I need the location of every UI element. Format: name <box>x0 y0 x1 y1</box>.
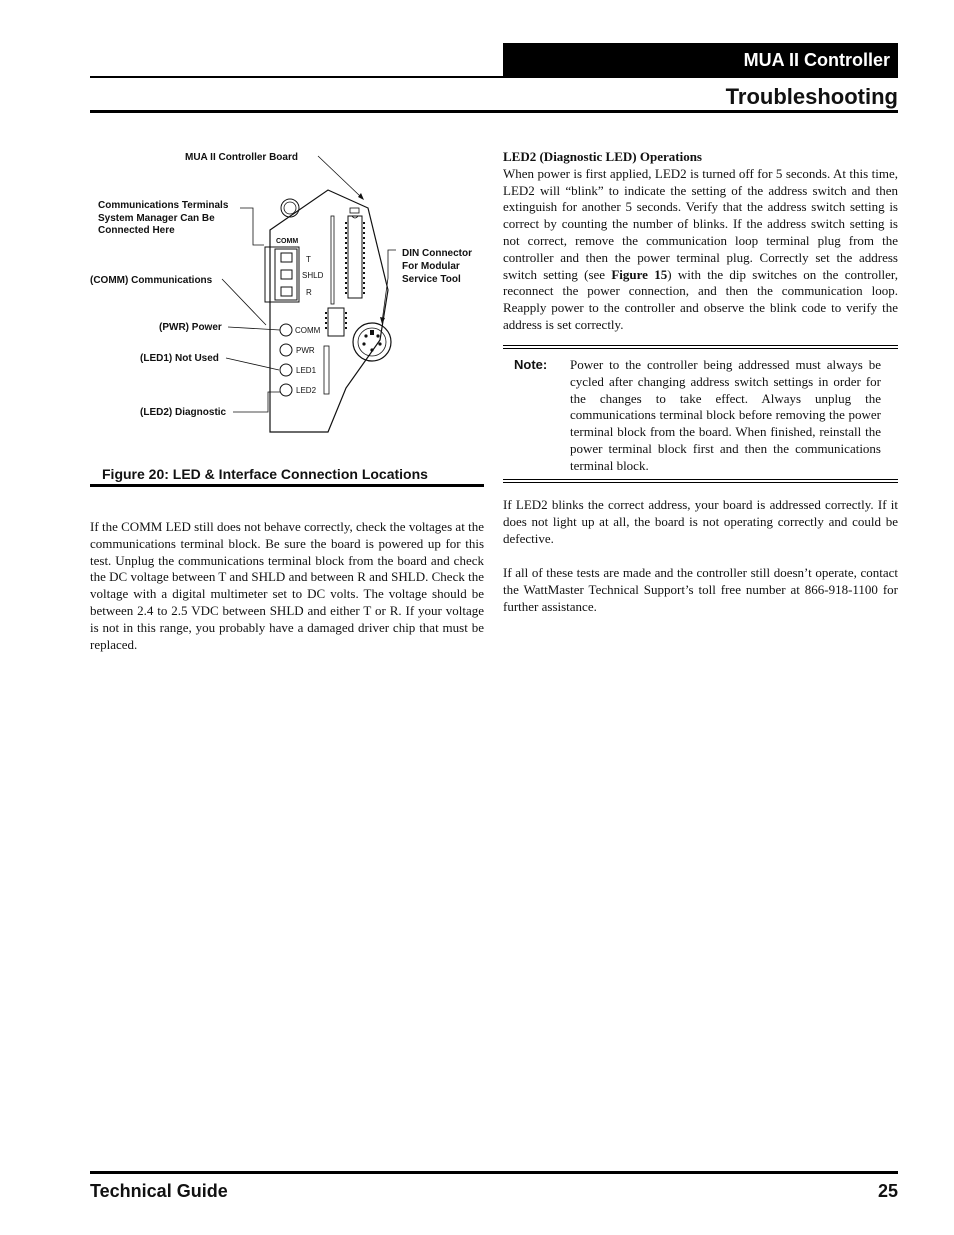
led2-operations-paragraph: When power is first applied, LED2 is turned off for 5 seconds. At this time, LED2 will “blink” to indicate the setting of the address switch and then extinguish for another 5 seconds. Verify that the address switch setting is correct by counting the number of blinks. If the address switch setting is not correct, remove the communication loop terminal plug from the controller and then the power terminal plug. Correctly set the address switch setting (see Figure 15) with the dip switches on the controller, reconnect the power connection, and then the communication loop. Reapply power to the controller and observe the blink code to verify the address is set correctly. <box>503 165 898 332</box>
callout-din-2: For Modular <box>402 261 460 272</box>
ic-chip <box>348 216 362 298</box>
led2-correct-address-paragraph: If LED2 blinks the correct address, your board is addressed correctly. If it does not light up at all, the board is not operating correctly and could be defective. <box>503 497 898 546</box>
header-divider-thick <box>90 110 898 113</box>
term-t-label: T <box>306 255 311 264</box>
callout-board: MUA II Controller Board <box>185 152 298 163</box>
callout-comm-terminals-2: System Manager Can Be <box>98 213 215 224</box>
figure-caption-rule <box>90 484 484 487</box>
note-rule-bottom <box>503 479 898 483</box>
header-divider <box>90 76 898 78</box>
led-1 <box>280 364 292 376</box>
led2-operations-section <box>503 149 898 334</box>
page-number: 25 <box>877 1181 898 1201</box>
section-title: MUA II Controller <box>743 50 890 70</box>
callout-pwr-power: (PWR) Power <box>159 322 222 333</box>
footer-divider <box>90 1171 898 1174</box>
term-r-label: R <box>306 288 312 297</box>
callout-comm-communications: (COMM) Communications <box>90 275 213 286</box>
figure-caption: Figure 20: LED & Interface Connection Locations <box>102 466 428 482</box>
led-pwr <box>280 344 292 356</box>
note-label: Note: <box>514 357 548 372</box>
board-diagram <box>88 140 488 460</box>
section-header <box>503 43 898 78</box>
comm-led-voltage-paragraph: If the COMM LED still does not behave correctly, check the voltages at the communications terminal block. Be sure the board is powered up for this test. Unplug the communications terminal block from the board and check the DC voltage between T and SHLD and between R and SHLD. Check the voltage with a digital multimeter set to DC volts. The voltage should be between 2.4 to 2.5 VDC between SHLD and either T or R. If your voltage is not in this range, you probably have a damaged driver chip that must be replaced. <box>90 519 484 652</box>
page-title: Troubleshooting <box>725 84 898 109</box>
callout-din-1: DIN Connector <box>402 248 472 259</box>
callout-led2: (LED2) Diagnostic <box>140 407 227 418</box>
led2-operations-heading: LED2 (Diagnostic LED) Operations <box>503 149 702 164</box>
note-rule-top <box>503 345 898 349</box>
callout-led1: (LED1) Not Used <box>140 353 219 364</box>
led-interface-figure <box>88 140 488 460</box>
led-2 <box>280 384 292 396</box>
led-comm <box>280 324 292 336</box>
note-text: Power to the controller being addressed must always be cycled after changing address switch settings in order for the changes to take effect. Always unplug the communications terminal block before removing the power terminal block from the board. When finished, reinstall the power terminal block first and then the communications terminal block. <box>570 357 881 473</box>
term-shld-label: SHLD <box>302 271 324 280</box>
tech-support-paragraph: If all of these tests are made and the controller still doesn’t operate, contact the WattMaster Technical Support’s toll free number at 866-918-1100 for further assistance. <box>503 565 898 614</box>
figure-15-reference: Figure 15 <box>611 266 668 282</box>
callout-comm-terminals-3: Connected Here <box>98 225 175 236</box>
small-chip <box>328 308 344 336</box>
din-connector <box>353 323 391 361</box>
callout-comm-terminals-1: Communications Terminals <box>98 200 229 211</box>
footer-guide-title: Technical Guide <box>90 1181 228 1201</box>
led-pwr-label: PWR <box>296 346 315 355</box>
led-comm-label: COMM <box>295 326 321 335</box>
led2-label: LED2 <box>296 386 317 395</box>
callout-din-3: Service Tool <box>402 274 461 285</box>
board-comm-label: COMM <box>276 238 299 245</box>
led1-label: LED1 <box>296 366 317 375</box>
